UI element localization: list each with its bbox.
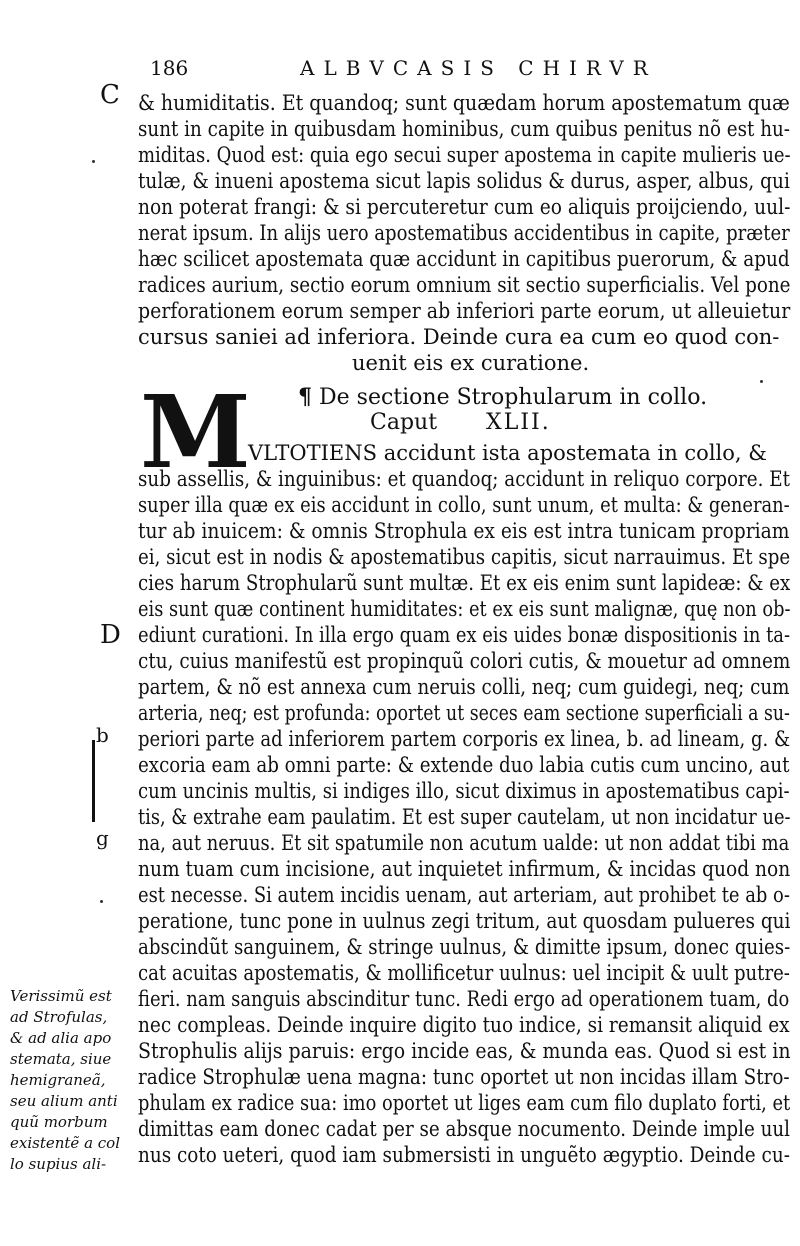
text-line: radice Strophulæ uena magna: tunc oportet ut non incidas illam Stro- [138,1065,790,1089]
text-line: Strophulis alijs paruis: ergo incide eas, & munda eas. Quod si est in [138,1039,791,1063]
text-line: perforationem eorum semper ab inferiori parte eorum, ut alleuietur [138,299,791,323]
text-line: arteria, neq; est profunda: oportet ut seces eam sectione superficiali a su- [138,701,790,725]
margin-note-line: seu alium anti [10,1092,118,1110]
text-line: eis sunt quæ continent humiditates: et ex eis sunt malignæ, quę non ob- [138,597,791,621]
running-head: ALBVCASIS CHIRVR [300,56,657,80]
text-line: non poterat frangi: & si percuteretur cum eo aliquis proijciendo, uul- [138,195,791,219]
text-line: ediunt curationi. In illa ergo quam ex eis uides bonæ dispositionis in ta- [138,623,790,647]
text-line: abscindũt sanguinem, & stringe uulnus, & dimitte ipsum, donec quies- [138,935,791,959]
caput-number: XLII. [486,410,551,435]
margin-letter-g: g [96,826,109,850]
text-line: partem, & nõ est annexa cum neruis colli, neq; cum guidegi, neq; cum [138,675,790,699]
drop-cap: M [140,373,251,491]
text-line: nus coto ueteri, quod iam submersisti in unguẽto ægyptio. Deinde cu- [138,1143,790,1167]
text-line: VLTOTIENS accidunt ista apostemata in collo, & [248,441,767,465]
text-line: na, aut neruus. Et sit spatumile non acutum ualde: ut non addat tibi ma [138,831,790,855]
caput-label: Caput [370,410,438,435]
chapter-title [298,384,707,411]
ink-speck [760,380,763,383]
text-line: super illa quæ ex eis accidunt in collo, sunt unum, et multa: & generan- [138,493,790,517]
margin-note-line: lo supius ali- [10,1155,107,1173]
text-line: hæc scilicet apostemata quæ accidunt in capitibus puerorum, & apud [138,247,790,271]
margin-letter-b: b [96,723,109,747]
text-line: cat acuitas apostematis, & mollificetur uulnus: uel incipit & uult putre- [138,961,790,985]
page-header [150,56,800,84]
margin-note-line: Verissimũ est [10,987,112,1005]
text-line: peratione, tunc pone in uulnus zegi tritum, aut quosdam pulueres qui [138,909,791,933]
text-line: dimittas eam donec cadat per se absque nocumento. Deinde imple uul [138,1117,790,1141]
text-line: est necesse. Si autem incidis uenam, aut arteriam, aut prohibet te ab o- [138,883,790,907]
text-line: sub assellis, & inguinibus: et quandoq; accidunt in reliquo corpore. Et [138,467,790,491]
text-line: cursus saniei ad inferiora. Deinde cura ea cum eo quod con- [138,325,780,349]
text-line: & humiditatis. Et quandoq; sunt quædam horum apostematum quæ [138,91,790,115]
text-line: tulæ, & inueni apostema sicut lapis solidus & durus, asper, albus, qui [138,169,790,193]
margin-note-line: quũ morbum [10,1113,108,1131]
text-line: fieri. nam sanguis abscinditur tunc. Redi ergo ad operationem tuam, do [138,987,790,1011]
margin-bracket [92,740,95,822]
text-line: cum uncinis multis, si indiges illo, sicut diximus in apostematibus capi- [138,779,790,803]
ink-speck [92,160,95,163]
text-line: periori parte ad inferiorem partem corporis ex linea, b. ad lineam, g. & [138,727,791,751]
chapter-title-text: De sectione Strophularum in collo. [319,385,708,410]
text-line: uenit eis ex curatione. [352,351,590,375]
text-line: nerat ipsum. In alijs uero apostematibus accidentibus in capite, præter [138,221,790,245]
text-line: tis, & extrahe eam paulatim. Et est super cautelam, ut non incidatur ue- [138,805,791,829]
ink-speck [100,900,103,903]
text-line: phulam ex radice sua: imo oportet ut liges eam cum filo duplato forti, et [138,1091,791,1115]
text-line: ctu, cuius manifestũ est propinquũ colori cutis, & mouetur ad omnem [138,649,791,673]
text-line: num tuam cum incisione, aut inquietet infirmum, & incidas quod non [138,857,791,881]
margin-letter-d: D [100,620,121,650]
text-line: radices aurium, sectio eorum omnium sit sectio superficialis. Vel pone [138,273,791,297]
pilcrow-icon: ¶ [298,384,312,410]
margin-note [10,986,130,1175]
margin-note-line: hemigraneã, [10,1071,106,1089]
text-line: cies harum Strophularũ sunt multæ. Et ex eis enim sunt lapideæ: & ex [138,571,791,595]
text-line: sunt in capite in quibusdam hominibus, cum quibus penitus nõ est hu- [138,117,790,141]
text-line: tur ab inuicem: & omnis Strophula ex eis est intra tunicam propriam [138,519,790,543]
chapter-number [370,410,551,436]
page-number: 186 [150,56,189,80]
margin-note-line: existentẽ a col [10,1134,121,1152]
margin-letter-c: C [100,80,120,110]
text-line: excoria eam ab omni parte: & extende duo labia cutis cum uncino, aut [138,753,790,777]
text-line: nec compleas. Deinde inquire digito tuo indice, si remansit aliquid ex [138,1013,790,1037]
margin-note-line: stemata, siue [10,1050,112,1068]
text-line: miditas. Quod est: quia ego secui super apostema in capite mulieris ue- [138,143,791,167]
text-line: ei, sicut est in nodis & apostematibus capitis, sicut narrauimus. Et spe [138,545,791,569]
margin-note-line: & ad alia apo [10,1029,112,1047]
margin-note-line: ad Strofulas, [10,1008,108,1026]
